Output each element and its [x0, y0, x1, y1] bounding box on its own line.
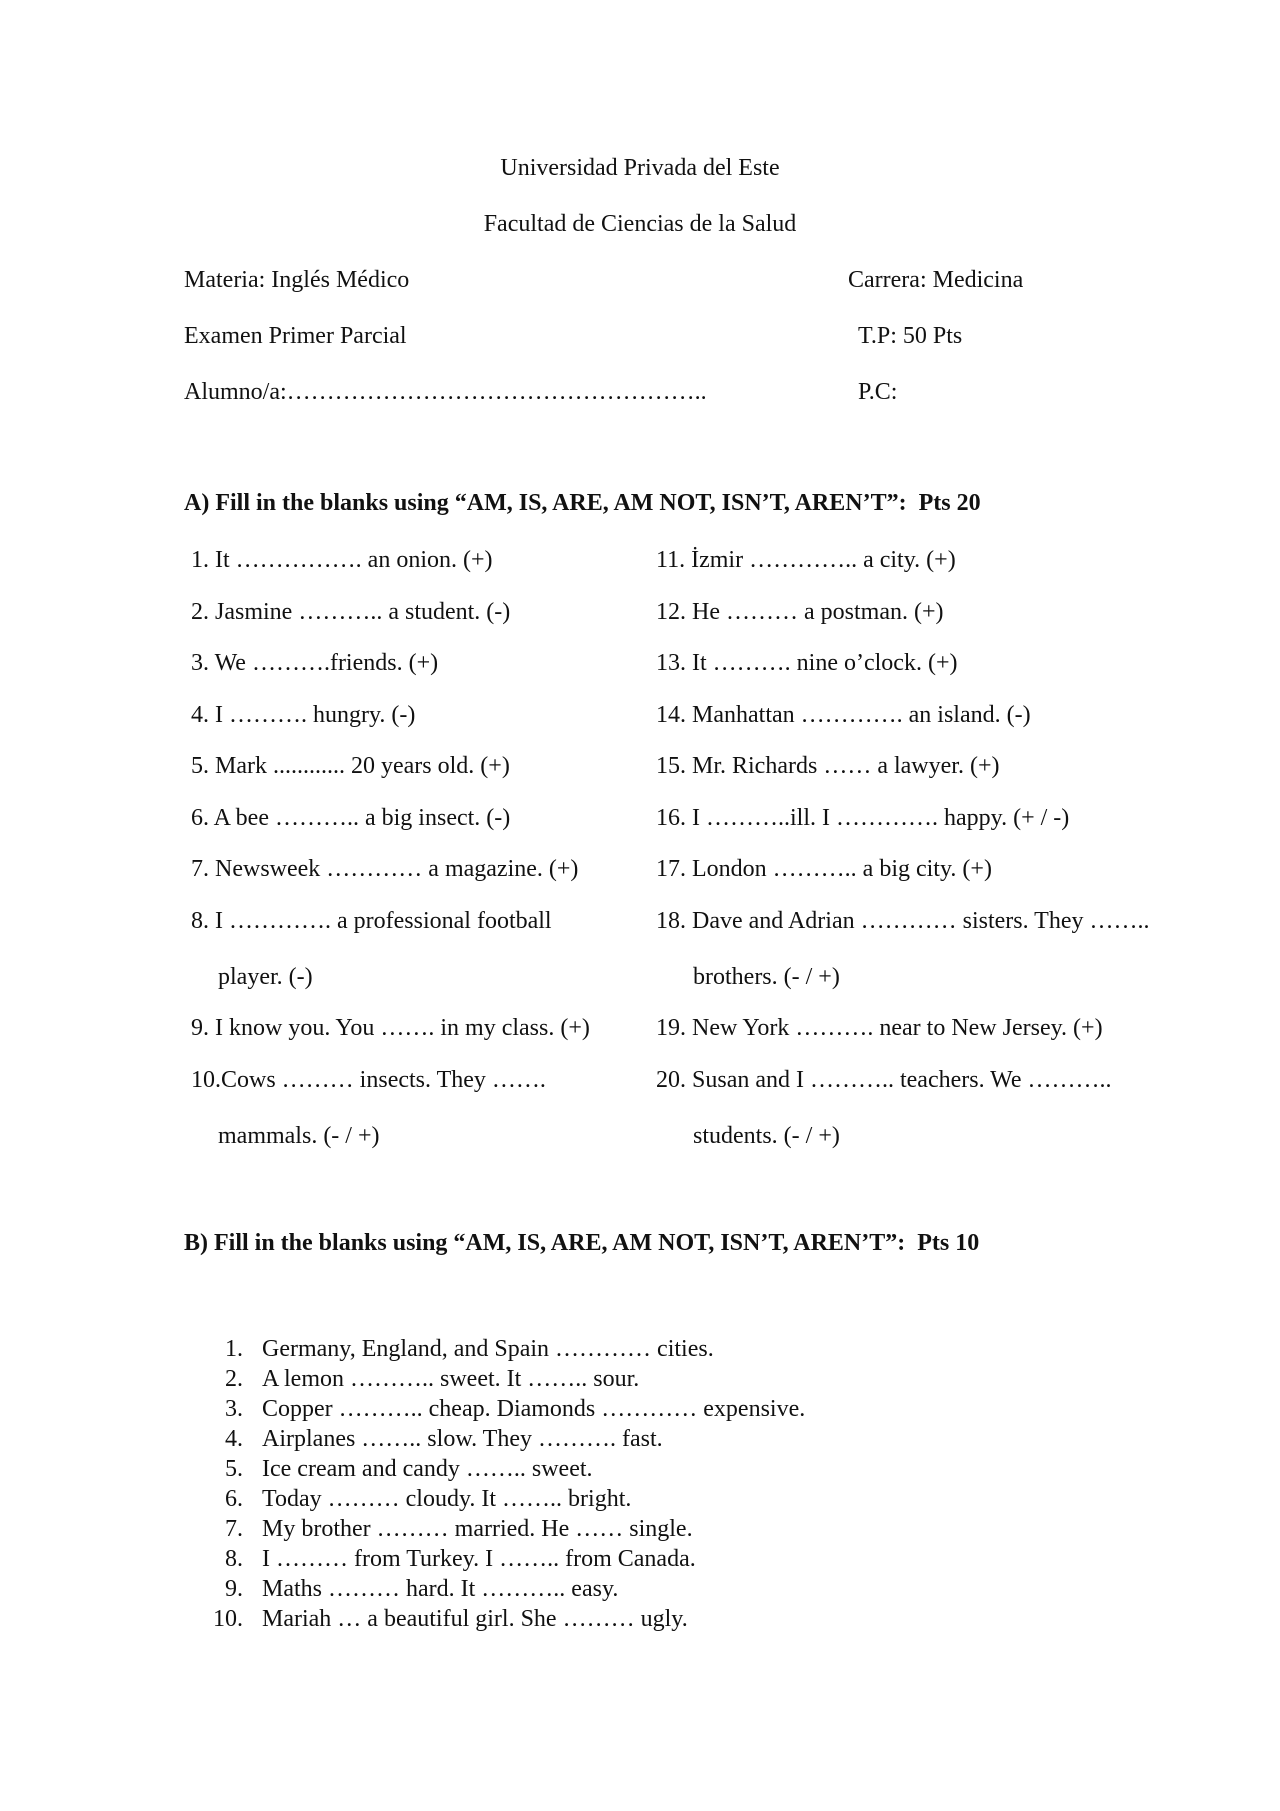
section-a-right-item-9: 19. New York ………. near to New Jersey. (+) [656, 1015, 1103, 1041]
student-name-line: Alumno/a:…………………………………………….. [184, 379, 707, 405]
section-a-right-item-10-cont: students. (- / +) [693, 1122, 840, 1149]
section-a-left-item-5: 5. Mark ............ 20 years old. (+) [191, 753, 510, 779]
total-points-label: T.P: 50 Pts [858, 323, 963, 349]
section-a-left-item-6: 6. A bee ……….. a big insect. (-) [191, 804, 511, 831]
section-a-title [184, 488, 981, 518]
section-a-left-item-7: 7. Newsweek ………… a magazine. (+) [191, 856, 579, 882]
section-a-left-item-10-cont: mammals. (- / +) [218, 1122, 380, 1149]
section-a-right-item-4: 14. Manhattan …………. an island. (-) [656, 701, 1031, 728]
section-b-item-number: 8. [225, 1546, 243, 1572]
section-a-right-item-7: 17. London ……….. a big city. (+) [656, 856, 992, 882]
section-b-item-6: Today ……… cloudy. It …….. bright. [262, 1486, 632, 1512]
section-a-right-item-8-cont: brothers. (- / +) [693, 963, 840, 990]
section-a-left-item-4: 4. I ………. hungry. (-) [191, 701, 416, 728]
section-b-item-number: 4. [225, 1426, 243, 1452]
section-b-item-number: 9. [225, 1576, 243, 1602]
section-a-right-item-5: 15. Mr. Richards …… a lawyer. (+) [656, 753, 1000, 779]
section-a-right-item-6: 16. I ………..ill. I …………. happy. (+ / -) [656, 804, 1070, 831]
section-b-item-number: 5. [225, 1456, 243, 1482]
section-a-left-item-10: 10.Cows ……… insects. They ……. [191, 1066, 546, 1093]
section-a-right-item-2: 12. He ……… a postman. (+) [656, 598, 944, 625]
section-a-left-item-2: 2. Jasmine ……….. a student. (-) [191, 598, 511, 625]
section-a-right-item-8: 18. Dave and Adrian ………… sisters. They …….. [656, 907, 1150, 934]
section-b-item-3: Copper ……….. cheap. Diamonds ………… expensive. [262, 1396, 806, 1422]
section-b-instruction: B) Fill in the blanks using “AM, IS, ARE, AM NOT, ISN’T, AREN’T”: [184, 1230, 906, 1256]
section-b-item-2: A lemon ……….. sweet. It …….. sour. [262, 1366, 640, 1392]
section-a-left-item-9: 9. I know you. You ……. in my class. (+) [191, 1015, 590, 1041]
career-label: Carrera: Medicina [848, 267, 1024, 293]
section-b-item-number: 3. [225, 1396, 243, 1422]
section-b-item-7: My brother ……… married. He …… single. [262, 1516, 693, 1542]
section-b-item-number: 6. [225, 1486, 243, 1512]
section-b-item-5: Ice cream and candy …….. sweet. [262, 1456, 593, 1482]
section-a-left-item-3: 3. We ……….friends. (+) [191, 650, 439, 676]
section-a-instruction: A) Fill in the blanks using “AM, IS, ARE, AM NOT, ISN’T, AREN’T”: [184, 490, 907, 516]
pc-label: P.C: [858, 379, 898, 405]
section-b-item-number: 2. [225, 1366, 243, 1392]
section-a-left-item-1: 1. It ……………. an onion. (+) [191, 547, 493, 573]
section-b-item-number: 7. [225, 1516, 243, 1542]
exam-label: Examen Primer Parcial [184, 323, 407, 349]
subject-label: Materia: Inglés Médico [184, 267, 410, 293]
section-a-right-item-10: 20. Susan and I ……….. teachers. We ……….. [656, 1066, 1112, 1093]
section-b-item-1: Germany, England, and Spain ………… cities. [262, 1336, 714, 1362]
section-b-title [184, 1228, 979, 1258]
section-b-item-8: I ……… from Turkey. I …….. from Canada. [262, 1546, 696, 1572]
section-a-left-item-8-cont: player. (-) [218, 963, 313, 990]
faculty-name: Facultad de Ciencias de la Salud [483, 211, 797, 237]
section-b-item-9: Maths ……… hard. It ……….. easy. [262, 1576, 619, 1602]
university-name: Universidad Privada del Este [500, 155, 780, 181]
section-b-points: Pts 10 [917, 1230, 980, 1256]
section-a-points: Pts 20 [918, 490, 981, 516]
section-b-item-10: Mariah … a beautiful girl. She ……… ugly. [262, 1606, 688, 1632]
section-b-item-number: 10. [213, 1606, 243, 1632]
section-b-item-number: 1. [225, 1336, 243, 1362]
section-a-left-item-8: 8. I …………. a professional football [191, 907, 552, 934]
section-a-right-item-3: 13. It ………. nine o’clock. (+) [656, 650, 958, 676]
section-b-item-4: Airplanes …….. slow. They ………. fast. [262, 1426, 663, 1452]
section-a-right-item-1: 11. İzmir ………….. a city. (+) [656, 547, 956, 573]
